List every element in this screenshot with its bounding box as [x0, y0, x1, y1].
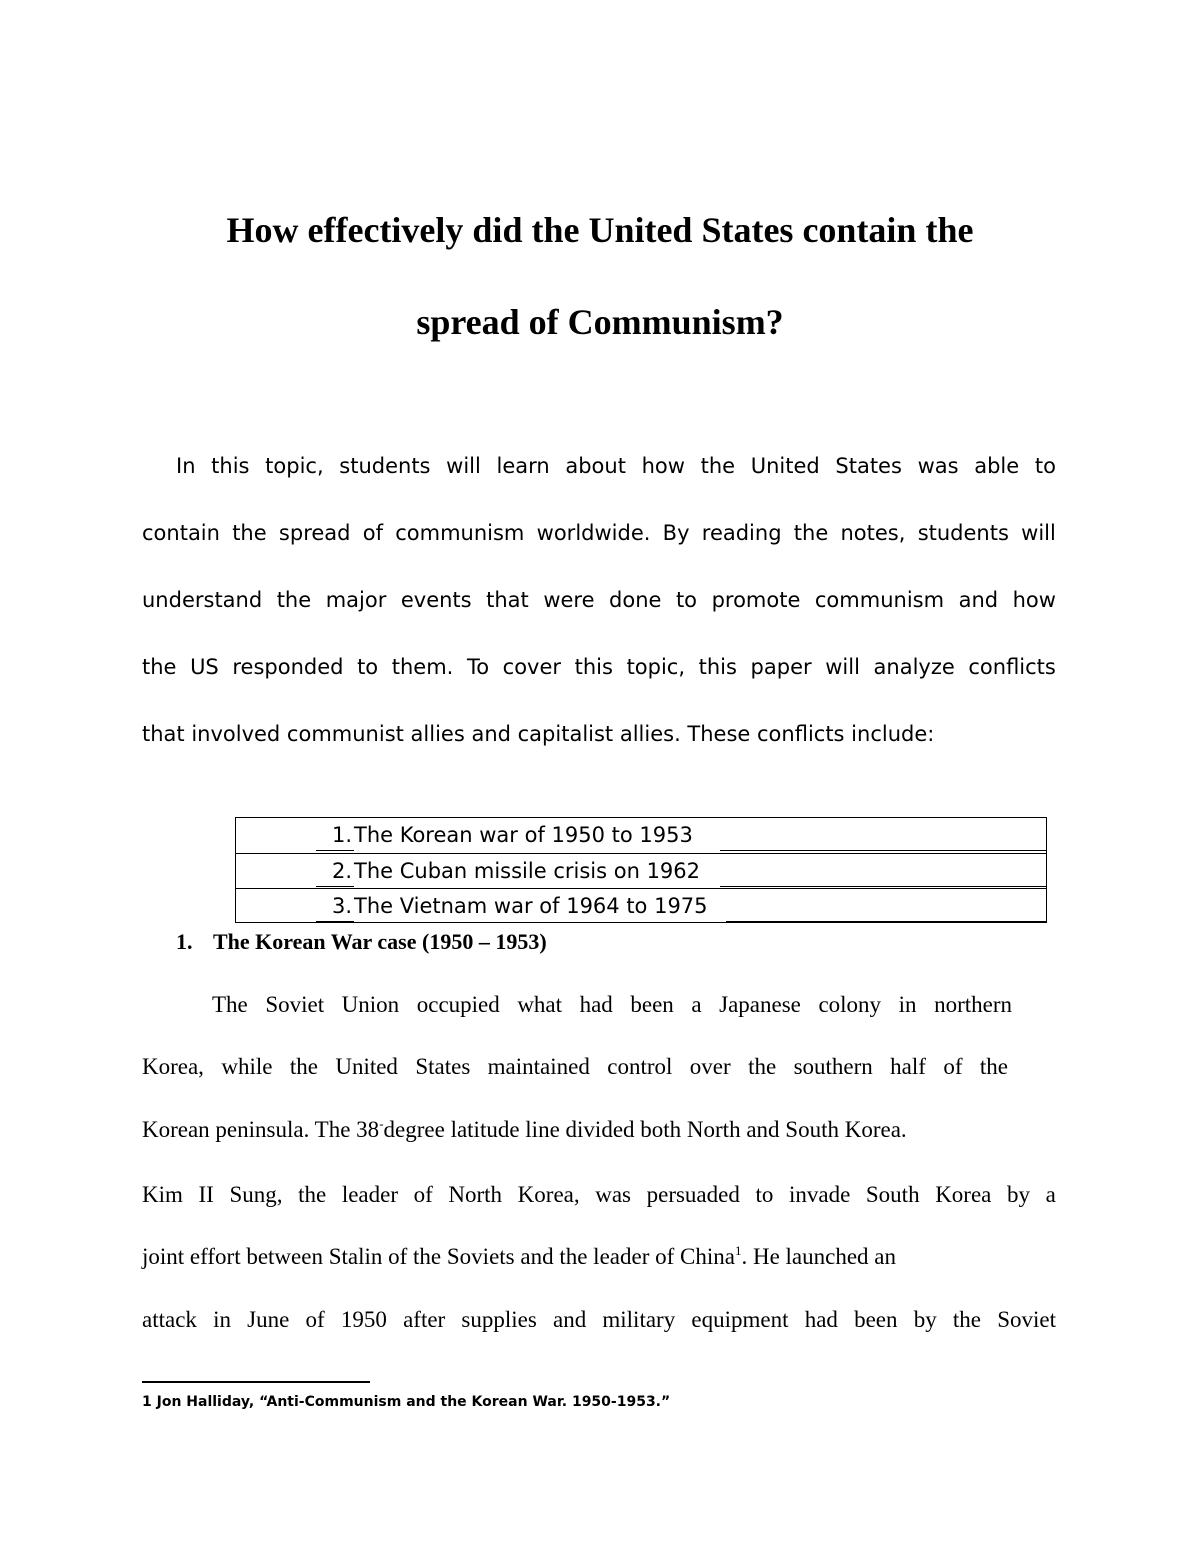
word: done — [609, 588, 662, 612]
footnote-reference[interactable]: 1 — [734, 1243, 742, 1258]
word: To — [466, 655, 490, 679]
word: this — [211, 454, 250, 478]
word: will — [1021, 521, 1056, 545]
section-heading — [176, 927, 547, 957]
word: to — [1034, 454, 1056, 478]
word: worldwide. — [536, 521, 651, 545]
word: maintained — [487, 1054, 590, 1079]
word: the — [232, 521, 267, 545]
word: this — [698, 655, 737, 679]
word: occupied — [416, 992, 500, 1017]
section-number: 1. — [176, 929, 193, 954]
footnote-text: 1 Jon Halliday, “Anti-Communism and the Korean War. 1950-1953.” — [142, 1394, 671, 1410]
title-line-2: spread of Communism? — [416, 302, 784, 342]
word: in — [898, 992, 917, 1017]
word: students — [917, 521, 1009, 545]
word: the — [700, 454, 736, 478]
word: northern — [934, 992, 1012, 1017]
body-line-6 — [142, 1305, 1056, 1335]
word: topic, — [265, 454, 324, 478]
word: of — [413, 1182, 433, 1207]
word: how — [1012, 588, 1056, 612]
table-row — [236, 818, 1046, 853]
word: Kim — [142, 1182, 183, 1207]
section-title: The Korean War case (1950 – 1953) — [213, 929, 547, 954]
word: been — [854, 1307, 898, 1332]
body-text: joint effort between Stalin of the Soviets and the leader of China — [142, 1244, 735, 1269]
word: United — [750, 454, 820, 478]
word: persuaded — [646, 1182, 740, 1207]
word: invade — [788, 1182, 851, 1207]
word: half — [890, 1054, 926, 1079]
word: equipment — [691, 1307, 789, 1332]
body-text: degree latitude line divided both North and South Korea. — [383, 1117, 907, 1142]
word: in — [213, 1307, 231, 1332]
word: leader — [341, 1182, 398, 1207]
word: had — [804, 1307, 838, 1332]
word: topic, — [626, 655, 686, 679]
word: able — [974, 454, 1020, 478]
word: of — [305, 1307, 325, 1332]
word: over — [689, 1054, 731, 1079]
word: Japanese — [719, 992, 801, 1017]
word: by — [1006, 1182, 1030, 1207]
intro-line-3 — [142, 586, 1056, 614]
word: major — [325, 588, 387, 612]
word: by — [913, 1307, 937, 1332]
underline — [316, 886, 354, 887]
word: communism — [814, 588, 945, 612]
underline — [726, 921, 1046, 922]
intro-line-1 — [176, 452, 1056, 480]
table-row — [236, 888, 1046, 924]
word: paper — [750, 655, 812, 679]
word: was — [595, 1182, 631, 1207]
word: this — [574, 655, 613, 679]
word: control — [607, 1054, 673, 1079]
word: In — [176, 454, 196, 478]
word: the — [793, 521, 829, 545]
word: learn — [496, 454, 550, 478]
word: Korea, — [142, 1054, 204, 1079]
body-line-5 — [142, 1242, 1042, 1272]
word: The — [212, 992, 248, 1017]
word: were — [543, 588, 595, 612]
word: a — [1045, 1182, 1056, 1207]
word: spread — [278, 521, 351, 545]
word: By — [662, 521, 690, 545]
word: the — [748, 1054, 777, 1079]
word: communism — [395, 521, 525, 545]
conflict-number: 2. — [331, 859, 352, 883]
underline — [316, 921, 354, 922]
word: States — [835, 454, 902, 478]
word: them. — [391, 655, 454, 679]
word: to — [675, 588, 698, 612]
word: promote — [711, 588, 801, 612]
underline — [316, 850, 354, 851]
word: Soviet — [265, 992, 325, 1017]
intro-line-5: that involved communist allies and capitalist allies. These conflicts include: — [142, 722, 935, 746]
conflicts-table — [235, 817, 1047, 923]
body-text: Korean peninsula. The 38 — [142, 1117, 380, 1142]
conflict-text: The Cuban missile crisis on 1962 — [354, 859, 701, 883]
intro-line-2 — [142, 519, 1056, 547]
table-row — [236, 853, 1046, 889]
body-line-3 — [142, 1115, 1056, 1145]
word: Sung, — [229, 1182, 283, 1207]
word: understand — [142, 588, 263, 612]
word: the — [289, 1054, 318, 1079]
conflict-number: 1. — [331, 823, 352, 847]
word: notes, — [840, 521, 906, 545]
word: contain — [142, 521, 220, 545]
word: of — [943, 1054, 963, 1079]
word: the — [298, 1182, 327, 1207]
superscript-mark: - — [379, 1116, 384, 1131]
conflict-text: The Korean war of 1950 to 1953 — [354, 823, 693, 847]
word: Union — [341, 992, 400, 1017]
word: southern — [793, 1054, 873, 1079]
word: the — [142, 655, 177, 679]
word: attack — [142, 1307, 197, 1332]
underline — [720, 886, 1046, 887]
title-line-1: How effectively did the United States contain the — [226, 210, 974, 250]
word: while — [221, 1054, 273, 1079]
conflict-number: 3. — [331, 894, 352, 918]
word: events — [400, 588, 472, 612]
word: that — [486, 588, 529, 612]
word: after — [403, 1307, 446, 1332]
word: States — [415, 1054, 471, 1079]
word: a — [691, 992, 702, 1017]
word: about — [565, 454, 626, 478]
word: June — [247, 1307, 290, 1332]
word: students — [339, 454, 431, 478]
word: South — [865, 1182, 920, 1207]
word: the — [276, 588, 312, 612]
word: and — [552, 1307, 587, 1332]
word: 1950 — [340, 1307, 387, 1332]
word: colony — [818, 992, 882, 1017]
intro-line-4 — [142, 653, 1056, 681]
word: reading — [701, 521, 782, 545]
word: Soviet — [997, 1307, 1056, 1332]
word: military — [602, 1307, 676, 1332]
word: what — [517, 992, 563, 1017]
word: of — [362, 521, 383, 545]
word: the — [979, 1054, 1008, 1079]
word: was — [917, 454, 959, 478]
word: had — [579, 992, 613, 1017]
word: will — [825, 655, 860, 679]
body-line-2 — [142, 1052, 1008, 1082]
word: Korea — [935, 1182, 992, 1207]
word: how — [641, 454, 685, 478]
word: United — [335, 1054, 398, 1079]
word: supplies — [461, 1307, 537, 1332]
body-line-4 — [142, 1180, 1056, 1210]
word: and — [958, 588, 999, 612]
word: II — [198, 1182, 214, 1207]
word: to — [357, 655, 379, 679]
word: been — [630, 992, 674, 1017]
underline — [720, 850, 1046, 851]
word: North — [448, 1182, 503, 1207]
body-text: . He launched an — [741, 1244, 896, 1269]
conflict-text: The Vietnam war of 1964 to 1975 — [354, 894, 708, 918]
footnote-separator — [142, 1381, 370, 1383]
word: analyze — [873, 655, 955, 679]
word: US — [190, 655, 219, 679]
word: Korea, — [517, 1182, 580, 1207]
word: the — [952, 1307, 981, 1332]
word: conflicts — [968, 655, 1056, 679]
word: will — [446, 454, 481, 478]
word: cover — [502, 655, 562, 679]
word: to — [755, 1182, 774, 1207]
body-line-1 — [212, 990, 1012, 1020]
word: responded — [232, 655, 344, 679]
